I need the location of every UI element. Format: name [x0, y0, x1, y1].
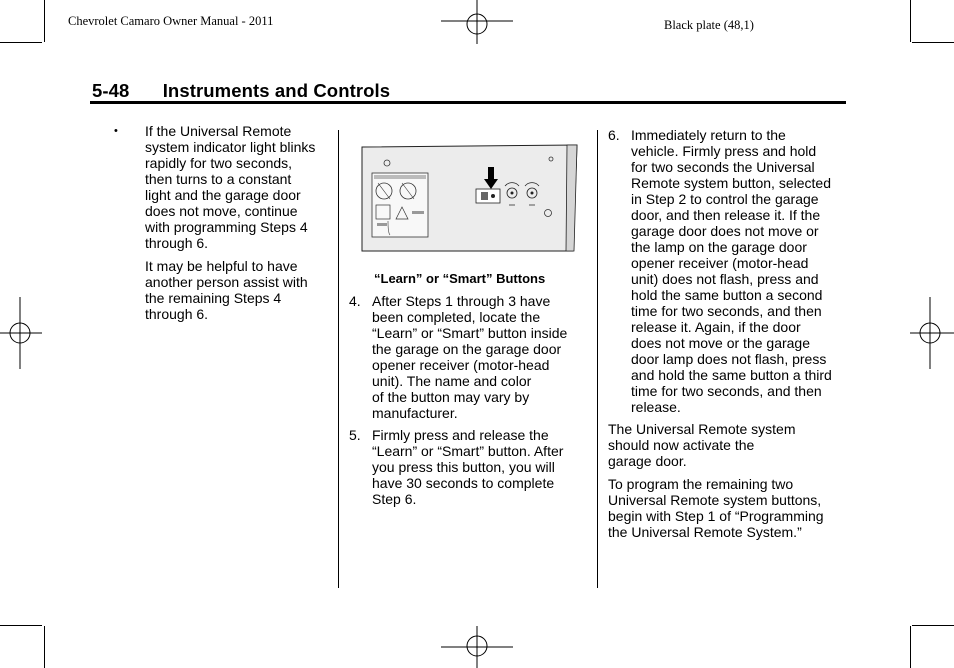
- step-text: [631, 127, 851, 415]
- text-line: unit). The name and color: [372, 373, 532, 389]
- text-line: begin with Step 1 of “Programming: [608, 508, 824, 524]
- warning-label: [372, 173, 428, 237]
- text-line: for two seconds the Universal: [631, 159, 815, 175]
- section-title: Instruments and Controls: [162, 80, 391, 101]
- column-divider-1: [338, 130, 339, 588]
- text-line: then turns to a constant: [145, 171, 292, 187]
- text-line: unit) does not flash, press and: [631, 271, 819, 287]
- document-title: Chevrolet Camaro Owner Manual - 2011: [68, 14, 274, 28]
- bullet-paragraph: [145, 123, 335, 251]
- text-line: release.: [631, 399, 681, 415]
- text-line: Immediately return to the: [631, 127, 786, 143]
- text-line: The Universal Remote system: [608, 421, 796, 437]
- text-line: in Step 2 to control the garage: [631, 191, 819, 207]
- text-line: the lamp on the garage door: [631, 239, 807, 255]
- learn-button-illustration: [360, 143, 578, 253]
- bullet-marker: •: [114, 125, 118, 137]
- step-number: 5.: [349, 427, 361, 443]
- text-line: you press this button, you will: [372, 459, 555, 475]
- text-line: After Steps 1 through 3 have: [372, 293, 551, 309]
- text-line: door lamp does not flash, press: [631, 351, 827, 367]
- text-line: door, and then release it. If the: [631, 207, 821, 223]
- section-number: 5-48: [92, 80, 130, 101]
- text-line: the garage on the garage door: [372, 341, 562, 357]
- step-text: [372, 427, 587, 507]
- text-line: the Universal Remote System.”: [608, 524, 802, 540]
- text-line: of the button may vary by: [372, 389, 530, 405]
- text-line: with programming Steps 4: [145, 219, 308, 235]
- column-divider-2: [597, 130, 598, 588]
- helper-paragraph: [145, 258, 335, 322]
- heading-rule: [90, 101, 846, 104]
- text-line: does not move or the garage: [631, 335, 811, 351]
- text-line: been completed, locate the: [372, 309, 541, 325]
- text-line: through 6.: [145, 235, 209, 251]
- text-line: time for two seconds, and then: [631, 303, 822, 319]
- text-line: time for two seconds, and then: [631, 383, 822, 399]
- text-line: light and the garage door: [145, 187, 301, 203]
- text-line: garage door.: [608, 453, 687, 469]
- figure-caption: “Learn” or “Smart” Buttons: [374, 271, 546, 286]
- text-line: opener receiver (motor-head: [631, 255, 809, 271]
- text-line: If the Universal Remote: [145, 123, 292, 139]
- text-line: Firmly press and release the: [372, 427, 549, 443]
- text-line: “Learn” or “Smart” button. After: [372, 443, 564, 459]
- text-line: rapidly for two seconds,: [145, 155, 293, 171]
- text-line: release it. Again, if the door: [631, 319, 801, 335]
- text-line: manufacturer.: [372, 405, 458, 421]
- remaining-buttons-paragraph: [608, 476, 848, 540]
- text-line: opener receiver (motor-head: [372, 357, 550, 373]
- plate-label: Black plate (48,1): [664, 18, 754, 32]
- text-line: have 30 seconds to complete: [372, 475, 555, 491]
- text-line: does not move, continue: [145, 203, 298, 219]
- text-line: the remaining Steps 4: [145, 290, 282, 306]
- text-line: Universal Remote system buttons,: [608, 492, 822, 508]
- text-line: another person assist with: [145, 274, 308, 290]
- text-line: To program the remaining two: [608, 476, 794, 492]
- activation-paragraph: [608, 421, 848, 469]
- text-line: hold the same button a second: [631, 287, 823, 303]
- section-heading: [92, 80, 390, 102]
- text-line: garage door does not move or: [631, 223, 819, 239]
- text-line: and hold the same button a third: [631, 367, 832, 383]
- text-line: should now activate the: [608, 437, 755, 453]
- text-line: system indicator light blinks: [145, 139, 316, 155]
- step-text: [372, 293, 587, 421]
- text-line: through 6.: [145, 306, 209, 322]
- text-line: Remote system button, selected: [631, 175, 831, 191]
- text-line: Step 6.: [372, 491, 417, 507]
- step-number: 4.: [349, 293, 361, 309]
- text-line: vehicle. Firmly press and hold: [631, 143, 817, 159]
- step-number: 6.: [608, 127, 620, 143]
- text-line: It may be helpful to have: [145, 258, 298, 274]
- text-line: “Learn” or “Smart” button inside: [372, 325, 568, 341]
